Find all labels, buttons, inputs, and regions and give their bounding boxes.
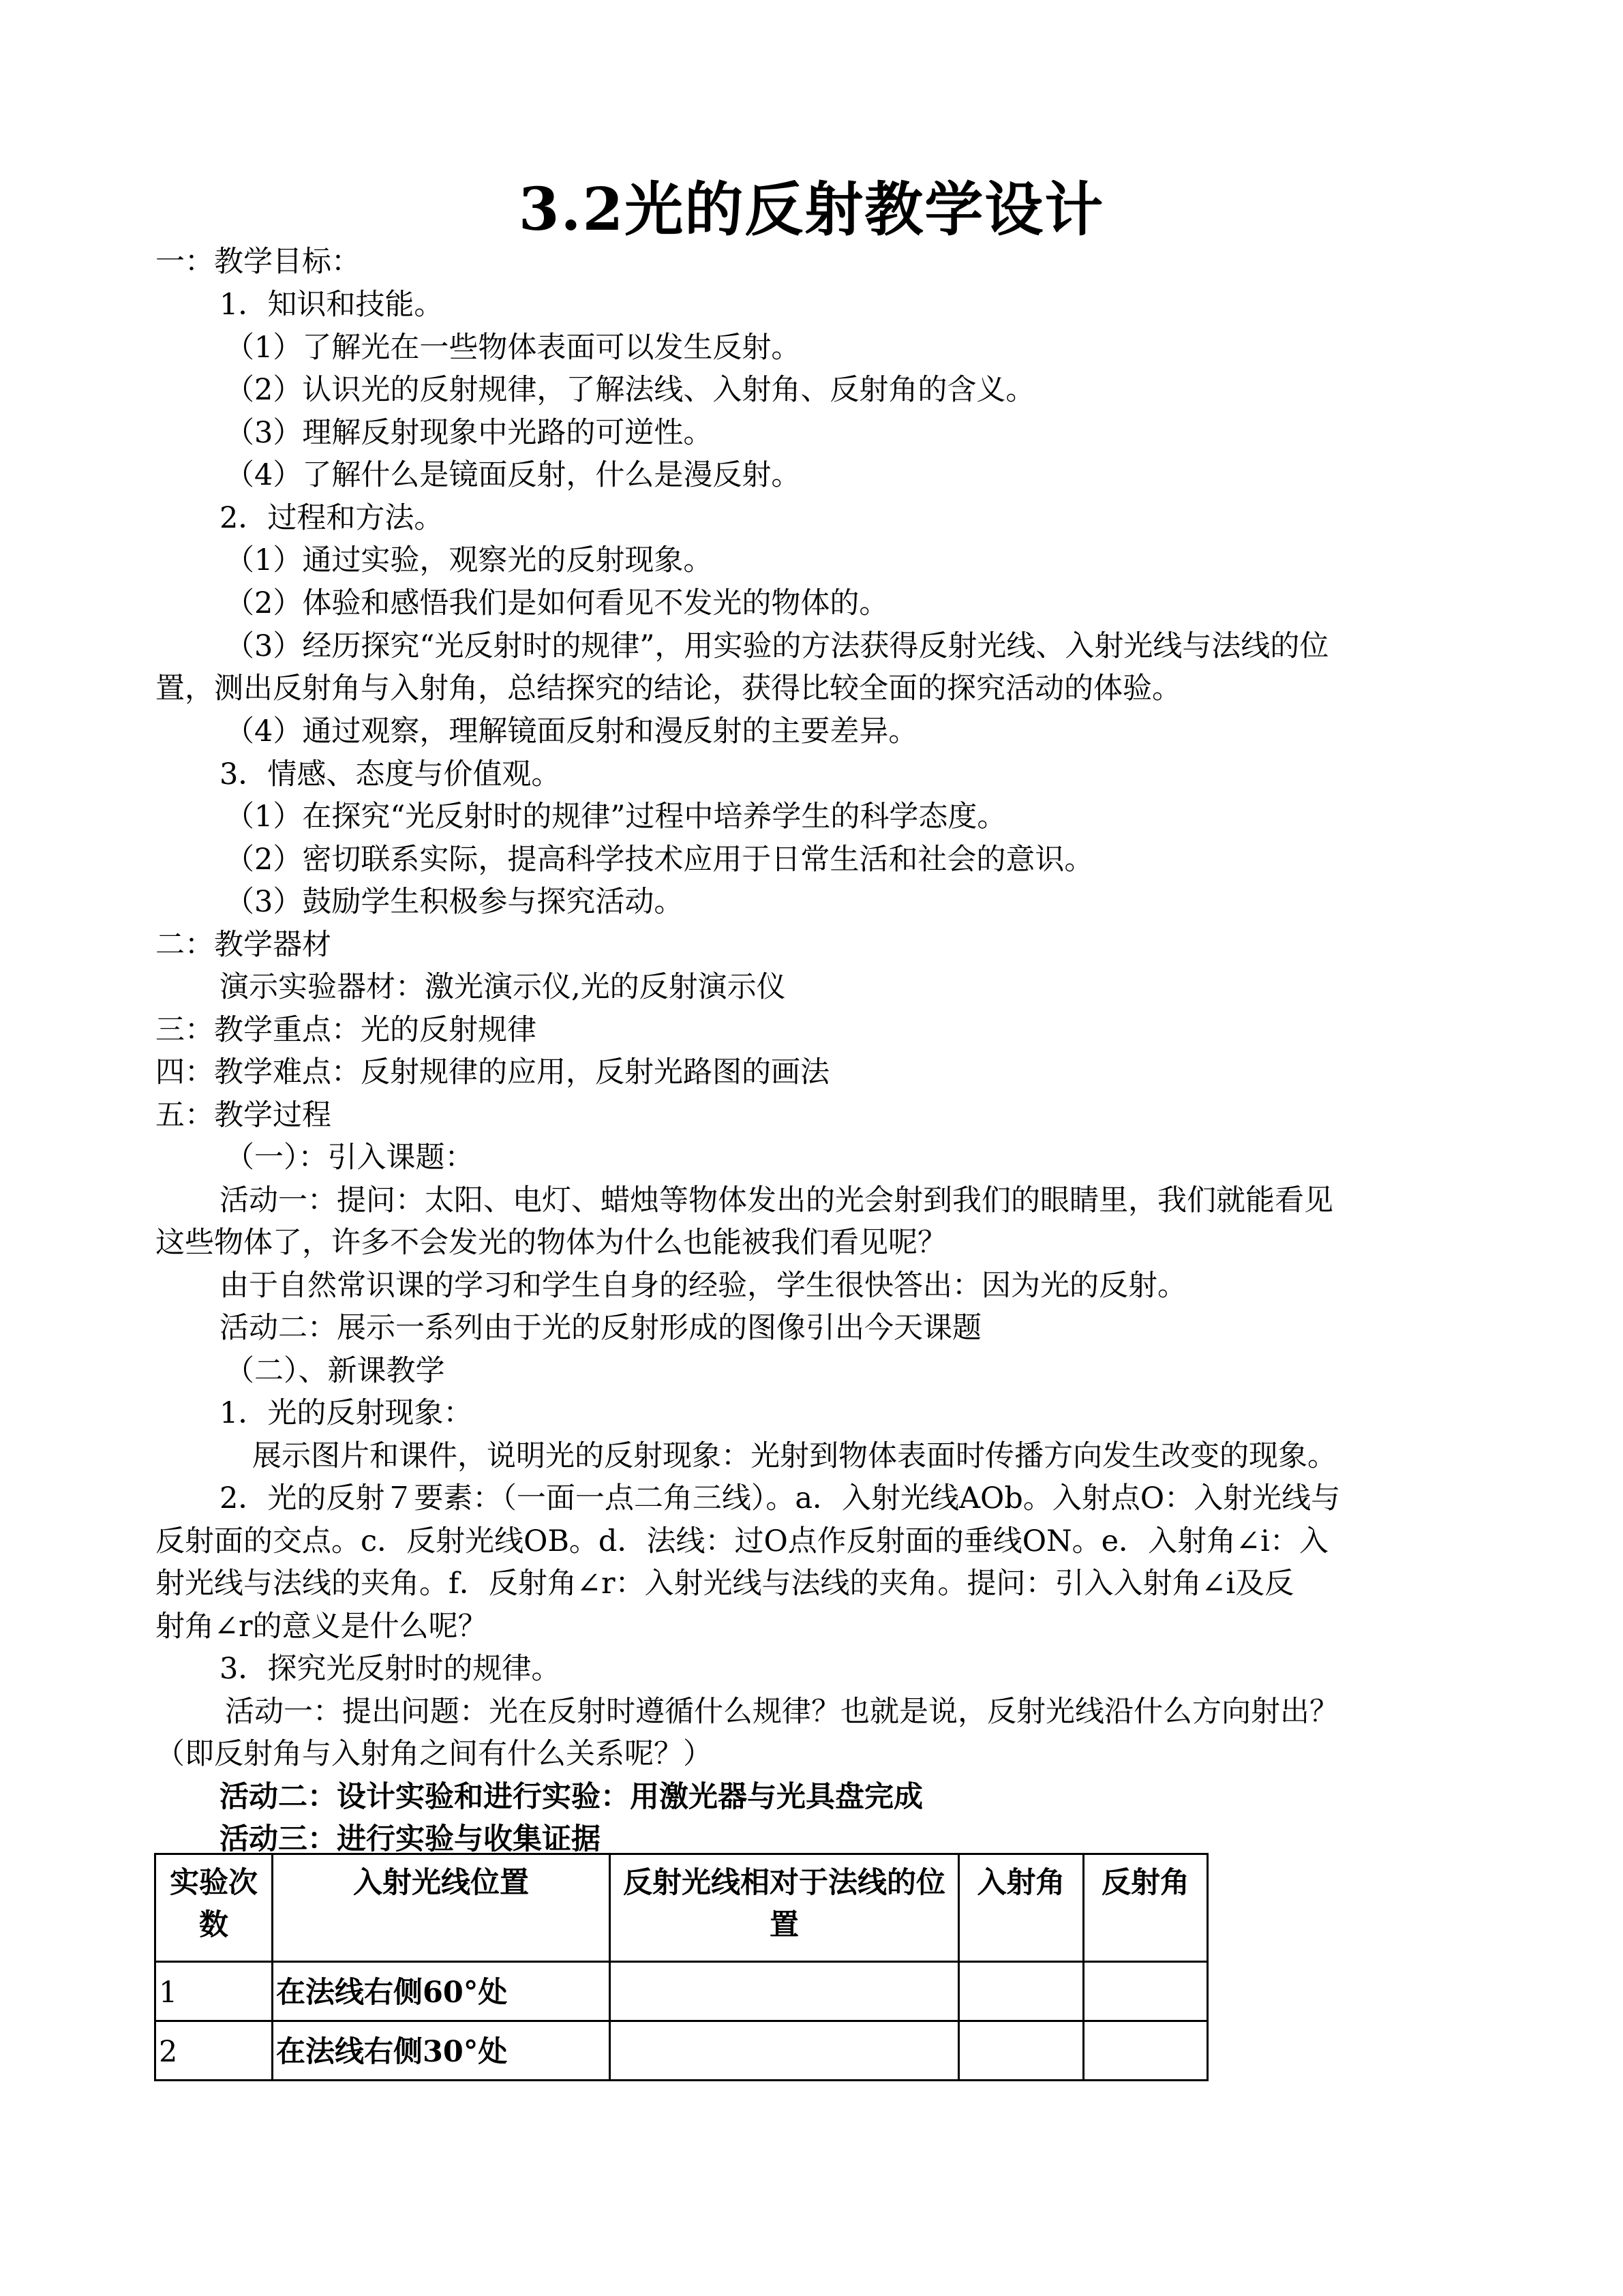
table-cell — [959, 1962, 1084, 2021]
paragraph: 活动二：设计实验和进行实验：用激光器与光具盘完成 — [219, 1780, 923, 1814]
table-cell — [1084, 1962, 1208, 2021]
experiment-table — [154, 1853, 1209, 2081]
paragraph-continuation: 这些物体了，许多不会发光的物体为什么也能被我们看见呢？ — [155, 1226, 947, 1260]
table-cell: 2 — [155, 2021, 273, 2081]
subsection-heading: 1．光的反射现象： — [219, 1396, 473, 1430]
paragraph: 活动三：进行实验与收集证据 — [219, 1822, 601, 1856]
subsection-heading: 1．知识和技能。 — [219, 288, 444, 322]
table-header-cell: 入射角 — [959, 1854, 1084, 1962]
table-cell: 1 — [155, 1962, 273, 2021]
list-item: （1）通过实验，观察光的反射现象。 — [225, 543, 713, 577]
subsection-heading: 2．过程和方法。 — [219, 501, 444, 535]
subsection-heading: 3．探究光反射时的规律。 — [219, 1652, 561, 1686]
section-heading: 三：教学重点：光的反射规律 — [155, 1013, 536, 1047]
table-header-cell: 入射光线位置 — [273, 1854, 610, 1962]
paragraph: 展示图片和课件，说明光的反射现象：光射到物体表面时传播方向发生改变的现象。 — [252, 1439, 1337, 1473]
list-item: （2）体验和感悟我们是如何看见不发光的物体的。 — [225, 586, 889, 620]
table-row — [155, 1962, 1208, 2021]
table-cell: 在法线右侧60°处 — [273, 1962, 610, 2021]
table-header-cell: 实验次数 — [155, 1854, 273, 1962]
paragraph-continuation: 射光线与法线的夹角。f．反射角∠r：入射光线与法线的夹角。提问：引入入射角∠i及反 — [155, 1567, 1294, 1601]
paragraph: 活动一：提出问题：光在反射时遵循什么规律？也就是说，反射光线沿什么方向射出？ — [225, 1695, 1339, 1729]
list-item: （3）鼓励学生积极参与探究活动。 — [225, 885, 684, 919]
subsection-heading: （一）：引入课题： — [225, 1141, 474, 1175]
paragraph: 演示实验器材：激光演示仪,光的反射演示仪 — [219, 970, 786, 1004]
paragraph-continuation: 置，测出反射角与入射角，总结探究的结论，获得比较全面的探究活动的体验。 — [155, 671, 1181, 706]
paragraph-continuation: 反射面的交点。c．反射光线OB。d．法线：过O点作反射面的垂线ON。e．入射角∠i：入 — [155, 1524, 1329, 1558]
table-cell — [610, 2021, 959, 2081]
list-item: （2）认识光的反射规律，了解法线、入射角、反射角的含义。 — [225, 373, 1035, 407]
section-heading: 二：教学器材 — [155, 928, 331, 962]
list-item: （1）在探究“光反射时的规律”过程中培养学生的科学态度。 — [225, 800, 1007, 834]
list-item: （3）理解反射现象中光路的可逆性。 — [225, 416, 713, 450]
list-item: （3）经历探究“光反射时的规律”，用实验的方法获得反射光线、入射光线与法线的位 — [225, 629, 1329, 663]
section-heading: 四：教学难点：反射规律的应用，反射光路图的画法 — [155, 1055, 830, 1089]
list-item: （4）通过观察，理解镜面反射和漫反射的主要差异。 — [225, 714, 918, 749]
subsection-heading: （二）、新课教学 — [225, 1354, 445, 1388]
section-heading: 一：教学目标： — [155, 245, 361, 279]
section-heading: 五：教学过程 — [155, 1098, 331, 1132]
table-cell — [610, 1962, 959, 2021]
table-header-row — [155, 1854, 1208, 1962]
table-cell: 在法线右侧30°处 — [273, 2021, 610, 2081]
subsection-heading: 3．情感、态度与价值观。 — [219, 757, 561, 791]
paragraph-continuation: （即反射角与入射角之间有什么关系呢？） — [155, 1737, 712, 1771]
paragraph: 活动二：展示一系列由于光的反射形成的图像引出今天课题 — [219, 1311, 982, 1345]
list-item: （4）了解什么是镜面反射，什么是漫反射。 — [225, 458, 801, 492]
table-cell — [1084, 2021, 1208, 2081]
table-header-cell: 反射角 — [1084, 1854, 1208, 1962]
paragraph-continuation: 射角∠r的意义是什么呢？ — [155, 1610, 487, 1644]
paragraph: 由于自然常识课的学习和学生自身的经验，学生很快答出：因为光的反射。 — [219, 1269, 1187, 1303]
list-item: （1）了解光在一些物体表面可以发生反射。 — [225, 331, 801, 365]
page-title: 3.2光的反射教学设计 — [518, 175, 1105, 244]
paragraph: 活动一：提问：太阳、电灯、蜡烛等物体发出的光会射到我们的眼睛里，我们就能看见 — [219, 1183, 1333, 1218]
table-row — [155, 2021, 1208, 2081]
table-cell — [959, 2021, 1084, 2081]
paragraph: 2．光的反射７要素：（一面一点二角三线）。a．入射光线AOb。入射点O：入射光线与 — [219, 1481, 1341, 1515]
list-item: （2）密切联系实际，提高科学技术应用于日常生活和社会的意识。 — [225, 843, 1094, 877]
table-header-cell: 反射光线相对于法线的位置 — [610, 1854, 959, 1962]
